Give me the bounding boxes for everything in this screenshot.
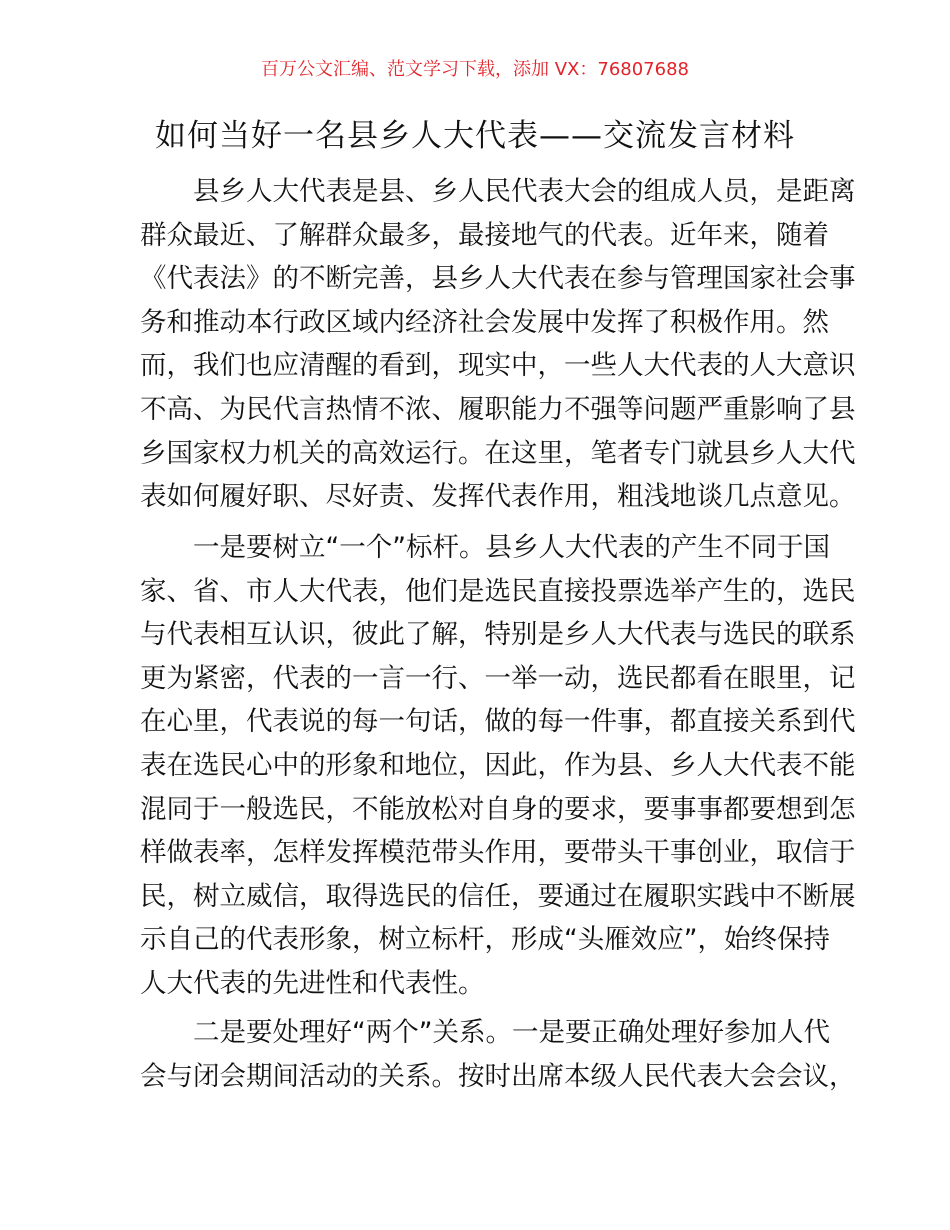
text-line: 表在选民心中的形象和地位，因此，作为县、乡人大代表不能 — [140, 749, 856, 781]
text-line: 与代表相互认识，彼此了解，特别是乡人大代表与选民的联系 — [140, 619, 856, 651]
text-line: 乡国家权力机关的高效运行。在这里，笔者专门就县乡人大代 — [140, 437, 856, 469]
text-line: 更为紧密，代表的一言一行、一举一动，选民都看在眼里，记 — [140, 662, 856, 694]
text-line: 务和推动本行政区域内经济社会发展中发挥了积极作用。然 — [140, 306, 829, 338]
document-title: 如何当好一名县乡人大代表——交流发言材料 — [155, 118, 795, 154]
paragraph-point-two — [140, 1011, 856, 1098]
text-line: 表如何履好职、尽好责、发挥代表作用，粗浅地谈几点意见。 — [140, 481, 856, 513]
text-line: 样做表率，怎样发挥模范带头作用，要带头干事创业，取信于 — [140, 837, 856, 869]
text-line: 不高、为民代言热情不浓、履职能力不强等问题严重影响了县 — [140, 393, 856, 425]
text-line: 人大代表的先进性和代表性。 — [140, 967, 485, 999]
text-line: 混同于一般选民，不能放松对自身的要求，要事事都要想到怎 — [140, 793, 856, 825]
text-line: 民，树立威信，取得选民的信任，要通过在履职实践中不断展 — [140, 880, 856, 912]
text-line: 二是要处理好“两个”关系。一是要正确处理好参加人代 — [193, 1017, 830, 1048]
text-line: 《代表法》的不断完善，县乡人大代表在参与管理国家社会事 — [140, 263, 856, 295]
text-line: 群众最近、了解群众最多，最接地气的代表。近年来，随着 — [140, 219, 829, 251]
text-line: 而，我们也应清醒的看到，现实中，一些人大代表的人大意识 — [140, 350, 856, 382]
text-line: 示自己的代表形象，树立标杆，形成“头雁效应”，始终保持 — [140, 924, 830, 956]
text-line: 家、省、市人大代表，他们是选民直接投票选举产生的，选民 — [140, 575, 856, 607]
paragraph-intro — [140, 170, 856, 519]
text-line: 一是要树立“一个”标杆。县乡人大代表的产生不同于国 — [193, 532, 830, 563]
watermark-header: 百万公文汇编、范文学习下载，添加 VX：76807688 — [261, 59, 689, 80]
text-line: 在心里，代表说的每一句话，做的每一件事，都直接关系到代 — [140, 706, 856, 738]
text-line: 会与闭会期间活动的关系。按时出席本级人民代表大会会议， — [140, 1060, 856, 1092]
text-line: 县乡人大代表是县、乡人民代表大会的组成人员，是距离 — [193, 176, 856, 207]
paragraph-point-one — [140, 526, 856, 1006]
